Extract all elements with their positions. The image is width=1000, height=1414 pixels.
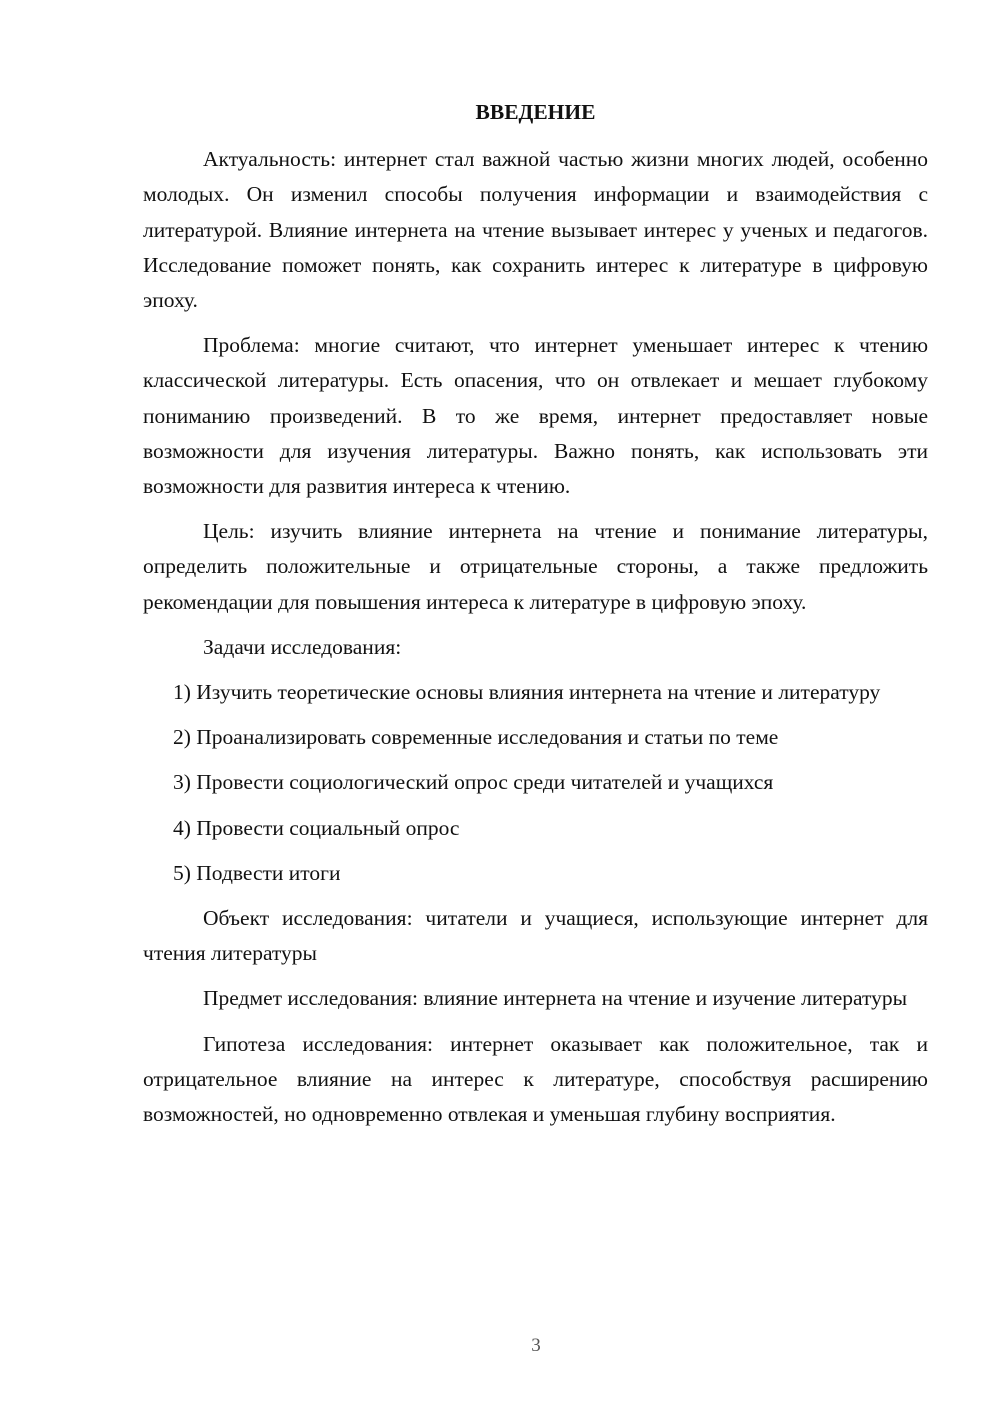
relevance-paragraph: Актуальность: интернет стал важной частью жизни многих людей, особенно молодых. Он изменил способы получения информации и взаимодействия с литературой. Влияние интернета на чтение вызывает интерес у ученых и педагогов. Исследование поможет понять, как сохранить интерес к литературе в цифровую эпоху. [143, 147, 928, 313]
task-item: 4) Провести социальный опрос [173, 815, 460, 840]
page-number: 3 [531, 1335, 541, 1356]
goal-paragraph: Цель: изучить влияние интернета на чтение и понимание литературы, определить положительные и отрицательные стороны, а также предложить рекомендации для повышения интереса к литературе в цифровую эпоху. [143, 519, 928, 614]
section-title: ВВЕДЕНИЕ [475, 100, 596, 124]
task-item: 2) Проанализировать современные исследования и статьи по теме [173, 725, 779, 750]
hypothesis-paragraph: Гипотеза исследования: интернет оказывает как положительное, так и отрицательное влияние на интерес к литературе, способствуя расширению возможностей, но одновременно отвлекая и уменьшая глубину восприятия. [143, 1031, 928, 1127]
task-item: 5) Подвести итоги [173, 860, 341, 885]
problem-paragraph: Проблема: многие считают, что интернет уменьшает интерес к чтению классической литературы. Есть опасения, что он отвлекает и мешает глубокому пониманию произведений. В то же время, интернет предоставляет новые возможности для изучения литературы. Важно понять, как использовать эти возможности для развития интереса к чтению. [143, 333, 928, 499]
object-paragraph: Объект исследования: читатели и учащиеся, использующие интернет для чтения литературы [143, 906, 928, 966]
subject-paragraph: Предмет исследования: влияние интернета на чтение и изучение литературы [203, 986, 908, 1011]
task-item: 1) Изучить теоретические основы влияния интернета на чтение и литературу [173, 680, 881, 705]
task-item: 3) Провести социологический опрос среди читателей и учащихся [173, 770, 774, 795]
tasks-heading: Задачи исследования: [203, 634, 402, 659]
page-body [143, 95, 928, 1142]
